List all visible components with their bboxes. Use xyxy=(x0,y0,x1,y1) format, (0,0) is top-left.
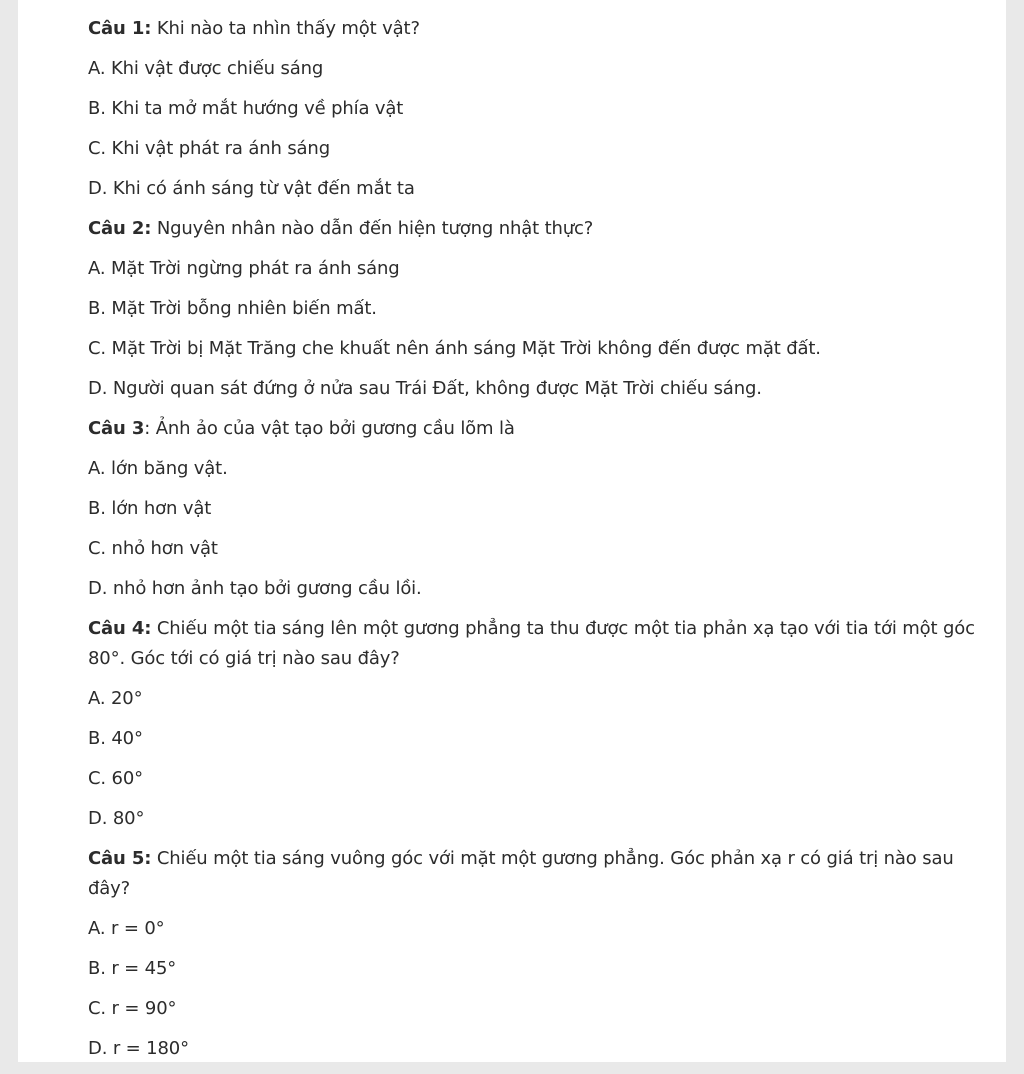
question-2-option-a: A. Mặt Trời ngừng phát ra ánh sáng xyxy=(88,258,400,279)
question-3-label: Câu 3 xyxy=(88,418,145,439)
question-3-option-d: D. nhỏ hơn ảnh tạo bởi gương cầu lồi. xyxy=(88,578,422,599)
question-1-option-b: B. Khi ta mở mắt hướng về phía vật xyxy=(88,98,404,119)
question-5-text: Chiếu một tia sáng vuông góc với mặt một gương phẳng. Góc phản xạ r có giá trị nào sau đây? xyxy=(88,848,954,899)
question-5 xyxy=(88,844,996,1064)
question-1-option-d: D. Khi có ánh sáng từ vật đến mắt ta xyxy=(88,178,415,199)
question-4-stem xyxy=(88,614,996,674)
question-5-option-b: B. r = 45° xyxy=(88,958,177,979)
question-3-stem xyxy=(88,414,996,444)
question-3-option-c: C. nhỏ hơn vật xyxy=(88,538,218,559)
question-3-text: : Ảnh ảo của vật tạo bởi gương cầu lõm là xyxy=(144,418,515,439)
question-2-option-d: D. Người quan sát đứng ở nửa sau Trái Đất, không được Mặt Trời chiếu sáng. xyxy=(88,378,762,399)
question-1-option-a: A. Khi vật được chiếu sáng xyxy=(88,58,324,79)
question-1 xyxy=(88,14,996,204)
question-4-option-d: D. 80° xyxy=(88,808,145,829)
question-2-text: Nguyên nhân nào dẫn đến hiện tượng nhật thực? xyxy=(151,218,594,239)
question-5-option-d: D. r = 180° xyxy=(88,1038,189,1059)
question-2 xyxy=(88,214,996,404)
question-5-option-c: C. r = 90° xyxy=(88,998,177,1019)
document-page xyxy=(18,0,1006,1062)
question-4-option-a: A. 20° xyxy=(88,688,143,709)
question-5-stem xyxy=(88,844,996,904)
question-4-option-c: C. 60° xyxy=(88,768,144,789)
question-1-text: Khi nào ta nhìn thấy một vật? xyxy=(151,18,420,39)
question-1-label: Câu 1: xyxy=(88,18,152,39)
question-1-option-c: C. Khi vật phát ra ánh sáng xyxy=(88,138,330,159)
question-1-stem xyxy=(88,14,996,44)
quiz-content xyxy=(88,14,996,1074)
question-5-option-a: A. r = 0° xyxy=(88,918,165,939)
question-2-stem xyxy=(88,214,996,244)
question-4-option-b: B. 40° xyxy=(88,728,143,749)
question-5-label: Câu 5: xyxy=(88,848,152,869)
question-4 xyxy=(88,614,996,834)
question-4-text: Chiếu một tia sáng lên một gương phẳng ta thu được một tia phản xạ tạo với tia tới một góc 80°. Góc tới có giá trị nào sau đây? xyxy=(88,618,975,669)
question-3 xyxy=(88,414,996,604)
question-2-option-b: B. Mặt Trời bỗng nhiên biến mất. xyxy=(88,298,377,319)
question-3-option-b: B. lớn hơn vật xyxy=(88,498,212,519)
question-3-option-a: A. lớn băng vật. xyxy=(88,458,228,479)
question-2-option-c: C. Mặt Trời bị Mặt Trăng che khuất nên ánh sáng Mặt Trời không đến được mặt đất. xyxy=(88,338,821,359)
question-4-label: Câu 4: xyxy=(88,618,152,639)
question-2-label: Câu 2: xyxy=(88,218,152,239)
